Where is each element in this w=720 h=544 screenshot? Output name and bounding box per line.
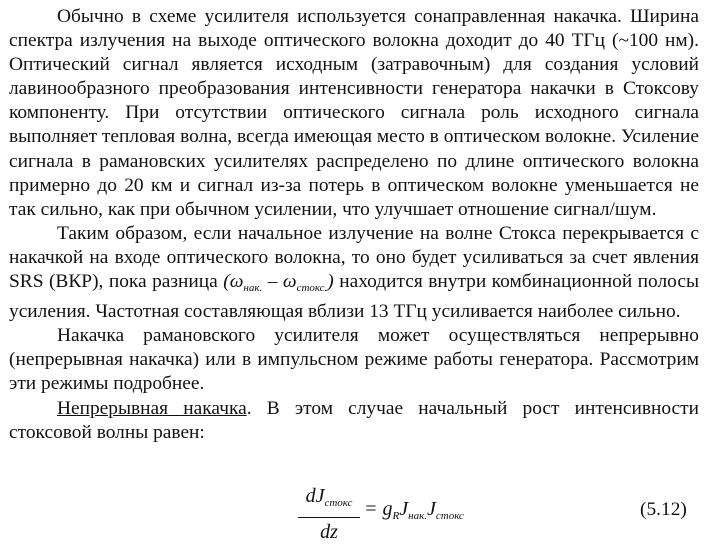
formula-open-paren: ( [223,271,230,293]
paragraph-2-text-after: находится внутри комбинационной полосы усиления. Частотная составляющая вблизи 13 ТГц усиливается наиболее сильно. [9,271,699,323]
formula-minus: – [262,271,283,293]
paragraph-1: Обычно в схеме усилителя используется сонаправленная накачка. Ширина спектра излучения на выходе оптического волокна доходит до 40 ТГц (~100 нм). Оптический сигнал является исходным (затравочным) для создания условий лавинообразного преобразования интенсивности генератора накачки в Стоксову компоненту. При отсутствии оптического сигнала роль исходного сигнала выполняет тепловая волна, всегда имеющая место в оптическом волокне. Усиление сигнала в рамановских усилителях распределено по длине оптического волокна примерно до 20 км и сигнал из-за потерь в оптическом волокне уменьшается не так сильно, как при обычном усилении, что улучшает отношение сигнал/шум. [9,6,699,220]
numerator-dj: dJ [305,485,325,507]
formula-close-paren: ) [327,271,334,293]
equation-right-side [364,498,464,522]
equation-fraction [298,484,360,544]
formula-omega-stokes: ω [282,271,297,293]
j-stokes: J [426,498,436,520]
paragraph-4 [9,397,699,445]
paragraph-2 [9,222,699,324]
section-heading-continuous-pump: Непрерывная накачка [57,397,247,419]
inline-formula-frequency-difference [223,271,334,295]
formula-sub-pump: нак. [243,282,263,295]
formula-sub-stokes: стокс. [296,282,328,295]
fraction-numerator [298,484,360,515]
equation-5-12 [0,480,720,543]
equals-g: = g [364,498,393,520]
fraction-bar [298,517,360,518]
paragraph-2-text-before: Таким образом, если начальное излучение на волне Стокса перекрывается с накачкой на входе оптического волокна, то оно будет усиливаться за счет явления SRS (ВКР), пока разница [9,222,699,293]
paragraph-4-text: . В этом случае начальный рост интенсивности стоксовой волны равен: [9,397,699,443]
j-stokes-sub: стокс [435,510,464,522]
body-text [9,5,699,445]
g-sub: R [392,510,400,522]
equation-number: (5.12) [640,499,687,520]
j-pump: J [399,498,409,520]
numerator-sub: стокс [324,497,353,509]
formula-omega-pump: ω [229,271,244,293]
paragraph-3: Накачка рамановского усилителя может осуществляться непрерывно (непрерывная накачка) или в импульсном режиме работы генератора. Рассмотрим эти режимы подробнее. [9,325,699,395]
j-pump-sub: нак. [408,510,427,522]
fraction-denominator: dz [320,521,338,543]
